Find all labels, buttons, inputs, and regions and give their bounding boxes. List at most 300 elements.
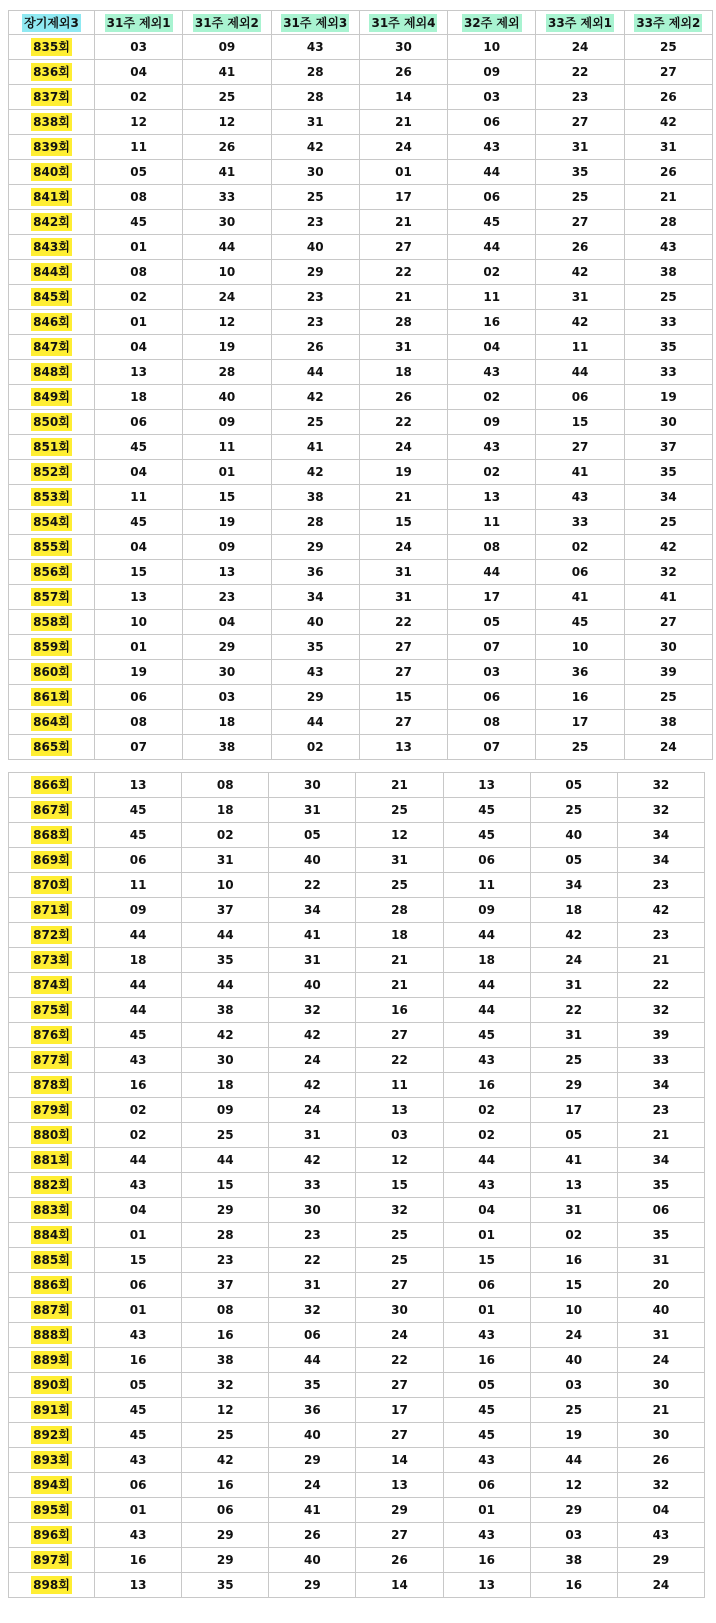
number-cell: 16 (536, 685, 624, 710)
number-cell: 27 (359, 660, 447, 685)
round-cell (9, 873, 95, 898)
number-cell: 31 (530, 1023, 617, 1048)
number-cell: 21 (624, 185, 712, 210)
number-cell: 35 (271, 635, 359, 660)
number-cell: 04 (443, 1198, 530, 1223)
number-cell: 36 (269, 1398, 356, 1423)
number-cell: 43 (95, 1448, 182, 1473)
number-cell: 03 (356, 1123, 443, 1148)
header-label: 33주 제외1 (548, 15, 613, 30)
round-label: 890회 (33, 1378, 70, 1392)
number-cell: 15 (536, 410, 624, 435)
number-cell: 30 (183, 210, 271, 235)
round-cell (9, 1548, 95, 1573)
number-cell: 31 (269, 798, 356, 823)
number-cell: 42 (182, 1023, 269, 1048)
round-label: 837회 (33, 90, 70, 104)
number-cell: 32 (624, 560, 712, 585)
number-cell: 06 (269, 1323, 356, 1348)
number-cell: 13 (95, 1573, 182, 1598)
number-cell: 05 (95, 1373, 182, 1398)
number-cell: 29 (617, 1548, 704, 1573)
number-cell: 12 (183, 310, 271, 335)
number-cell: 27 (359, 635, 447, 660)
round-label: 840회 (33, 165, 70, 179)
round-cell (9, 1098, 95, 1123)
round-cell (9, 160, 95, 185)
number-cell: 43 (95, 1048, 182, 1073)
number-cell: 30 (617, 1373, 704, 1398)
number-cell: 06 (95, 1273, 182, 1298)
table-row (9, 635, 713, 660)
number-cell: 11 (356, 1073, 443, 1098)
table-row (9, 1373, 705, 1398)
number-cell: 18 (356, 923, 443, 948)
number-cell: 01 (443, 1298, 530, 1323)
number-cell: 22 (269, 1248, 356, 1273)
number-cell: 27 (356, 1523, 443, 1548)
table-row (9, 1023, 705, 1048)
number-cell: 24 (530, 1323, 617, 1348)
round-cell (9, 1448, 95, 1473)
number-cell: 40 (530, 823, 617, 848)
number-cell: 45 (448, 210, 536, 235)
table-row (9, 235, 713, 260)
round-label: 891회 (33, 1403, 70, 1417)
number-cell: 03 (448, 85, 536, 110)
number-cell: 28 (271, 510, 359, 535)
round-label: 893회 (33, 1453, 70, 1467)
round-cell (9, 735, 95, 760)
round-cell (9, 535, 95, 560)
round-label: 872회 (33, 928, 70, 942)
number-cell: 05 (448, 610, 536, 635)
round-label: 860회 (33, 665, 70, 679)
number-cell: 42 (271, 385, 359, 410)
number-cell: 04 (448, 335, 536, 360)
number-cell: 45 (95, 1398, 182, 1423)
number-cell: 27 (359, 710, 447, 735)
round-cell (9, 635, 95, 660)
number-cell: 06 (443, 1473, 530, 1498)
round-label: 869회 (33, 853, 70, 867)
number-cell: 32 (356, 1198, 443, 1223)
number-cell: 05 (269, 823, 356, 848)
table-row (9, 60, 713, 85)
number-cell: 18 (530, 898, 617, 923)
number-cell: 25 (182, 1423, 269, 1448)
table-row (9, 1248, 705, 1273)
table-row (9, 1048, 705, 1073)
round-cell (9, 1523, 95, 1548)
number-cell: 44 (443, 923, 530, 948)
number-cell: 43 (443, 1048, 530, 1073)
round-cell (9, 1348, 95, 1373)
number-cell: 22 (359, 260, 447, 285)
table-row (9, 1123, 705, 1148)
round-label: 880회 (33, 1128, 70, 1142)
number-cell: 18 (95, 385, 183, 410)
number-cell: 15 (530, 1273, 617, 1298)
number-cell: 10 (530, 1298, 617, 1323)
table-row (9, 110, 713, 135)
number-cell: 02 (95, 285, 183, 310)
round-cell (9, 1248, 95, 1273)
number-cell: 01 (443, 1223, 530, 1248)
number-cell: 42 (617, 898, 704, 923)
number-cell: 32 (269, 1298, 356, 1323)
number-cell: 04 (95, 1198, 182, 1223)
number-cell: 12 (530, 1473, 617, 1498)
number-cell: 34 (269, 898, 356, 923)
round-cell (9, 460, 95, 485)
round-label: 848회 (33, 365, 70, 379)
number-cell: 33 (617, 1048, 704, 1073)
number-cell: 21 (617, 1398, 704, 1423)
number-cell: 13 (356, 1098, 443, 1123)
number-cell: 24 (359, 135, 447, 160)
table-row (9, 535, 713, 560)
round-label: 851회 (33, 440, 70, 454)
number-cell: 39 (624, 660, 712, 685)
number-cell: 44 (95, 998, 182, 1023)
number-cell: 09 (95, 898, 182, 923)
round-label: 855회 (33, 540, 70, 554)
number-cell: 25 (536, 185, 624, 210)
number-cell: 38 (624, 710, 712, 735)
number-cell: 04 (617, 1498, 704, 1523)
round-cell (9, 848, 95, 873)
number-cell: 15 (359, 510, 447, 535)
number-cell: 45 (95, 1023, 182, 1048)
number-cell: 06 (448, 685, 536, 710)
table-row (9, 1523, 705, 1548)
number-cell: 11 (448, 510, 536, 535)
number-cell: 32 (617, 1473, 704, 1498)
number-cell: 26 (271, 335, 359, 360)
round-label: 876회 (33, 1028, 70, 1042)
round-cell (9, 285, 95, 310)
number-cell: 31 (536, 135, 624, 160)
number-cell: 05 (530, 848, 617, 873)
number-cell: 16 (530, 1573, 617, 1598)
number-cell: 26 (536, 235, 624, 260)
number-cell: 04 (183, 610, 271, 635)
table-row (9, 1098, 705, 1123)
number-cell: 28 (624, 210, 712, 235)
number-cell: 02 (530, 1223, 617, 1248)
number-cell: 19 (183, 510, 271, 535)
round-label: 864회 (33, 715, 70, 729)
number-cell: 18 (182, 1073, 269, 1098)
round-cell (9, 923, 95, 948)
number-cell: 07 (95, 735, 183, 760)
table-row (9, 1273, 705, 1298)
number-cell: 25 (356, 1248, 443, 1273)
number-cell: 27 (356, 1273, 443, 1298)
number-cell: 16 (443, 1548, 530, 1573)
number-cell: 34 (617, 1073, 704, 1098)
table-row (9, 185, 713, 210)
table-row (9, 585, 713, 610)
number-cell: 33 (183, 185, 271, 210)
number-cell: 31 (271, 110, 359, 135)
round-label: 845회 (33, 290, 70, 304)
number-cell: 01 (95, 635, 183, 660)
number-cell: 02 (443, 1123, 530, 1148)
number-cell: 44 (95, 973, 182, 998)
number-cell: 26 (359, 385, 447, 410)
round-cell (9, 235, 95, 260)
number-cell: 27 (536, 435, 624, 460)
round-cell (9, 998, 95, 1023)
number-cell: 05 (443, 1373, 530, 1398)
number-cell: 43 (617, 1523, 704, 1548)
round-label: 877회 (33, 1053, 70, 1067)
header-cell (624, 11, 712, 35)
round-cell (9, 510, 95, 535)
number-cell: 25 (624, 285, 712, 310)
round-label: 896회 (33, 1528, 70, 1542)
number-cell: 29 (183, 635, 271, 660)
table-row (9, 310, 713, 335)
number-cell: 16 (182, 1473, 269, 1498)
round-label: 871회 (33, 903, 70, 917)
number-cell: 17 (448, 585, 536, 610)
number-cell: 21 (356, 973, 443, 998)
number-cell: 40 (269, 973, 356, 998)
round-cell (9, 1048, 95, 1073)
header-cell (271, 11, 359, 35)
number-cell: 43 (448, 360, 536, 385)
number-cell: 29 (271, 685, 359, 710)
round-label: 882회 (33, 1178, 70, 1192)
number-cell: 43 (443, 1448, 530, 1473)
number-cell: 40 (269, 1548, 356, 1573)
header-label: 31주 제외1 (106, 15, 171, 30)
number-cell: 23 (617, 923, 704, 948)
number-cell: 06 (443, 848, 530, 873)
number-cell: 01 (95, 1223, 182, 1248)
number-cell: 29 (271, 535, 359, 560)
number-cell: 02 (448, 260, 536, 285)
number-cell: 24 (536, 35, 624, 60)
number-cell: 32 (617, 798, 704, 823)
round-label: 850회 (33, 415, 70, 429)
number-cell: 42 (182, 1448, 269, 1473)
round-label: 843회 (33, 240, 70, 254)
number-cell: 29 (356, 1498, 443, 1523)
round-label: 865회 (33, 740, 70, 754)
number-cell: 12 (183, 110, 271, 135)
number-cell: 10 (95, 610, 183, 635)
number-cell: 43 (448, 135, 536, 160)
number-cell: 23 (269, 1223, 356, 1248)
round-label: 836회 (33, 65, 70, 79)
number-cell: 24 (617, 1573, 704, 1598)
number-cell: 06 (536, 560, 624, 585)
number-cell: 06 (448, 185, 536, 210)
round-label: 849회 (33, 390, 70, 404)
number-cell: 44 (95, 1148, 182, 1173)
number-cell: 24 (530, 948, 617, 973)
number-cell: 35 (624, 460, 712, 485)
number-cell: 43 (443, 1523, 530, 1548)
number-cell: 37 (182, 1273, 269, 1298)
round-label: 898회 (33, 1578, 70, 1592)
number-cell: 31 (536, 285, 624, 310)
round-cell (9, 185, 95, 210)
number-cell: 26 (183, 135, 271, 160)
number-cell: 43 (448, 435, 536, 460)
round-label: 858회 (33, 615, 70, 629)
number-cell: 11 (536, 335, 624, 360)
round-label: 895회 (33, 1503, 70, 1517)
round-label: 852회 (33, 465, 70, 479)
number-cell: 25 (271, 185, 359, 210)
round-cell (9, 560, 95, 585)
number-cell: 31 (269, 1123, 356, 1148)
number-cell: 15 (359, 685, 447, 710)
number-cell: 10 (448, 35, 536, 60)
number-cell: 03 (530, 1373, 617, 1398)
number-cell: 27 (359, 235, 447, 260)
number-cell: 38 (182, 998, 269, 1023)
number-cell: 26 (356, 1548, 443, 1573)
round-cell (9, 1473, 95, 1498)
table-row (9, 485, 713, 510)
number-cell: 01 (183, 460, 271, 485)
number-cell: 24 (624, 735, 712, 760)
round-label: 883회 (33, 1203, 70, 1217)
number-cell: 33 (536, 510, 624, 535)
number-cell: 18 (359, 360, 447, 385)
round-cell (9, 710, 95, 735)
round-cell (9, 360, 95, 385)
table-row (9, 823, 705, 848)
number-cell: 33 (269, 1173, 356, 1198)
number-cell: 04 (95, 535, 183, 560)
number-cell: 42 (624, 110, 712, 135)
round-label: 885회 (33, 1253, 70, 1267)
header-cell (95, 11, 183, 35)
number-cell: 30 (359, 35, 447, 60)
number-cell: 02 (95, 85, 183, 110)
number-cell: 12 (95, 110, 183, 135)
number-cell: 03 (448, 660, 536, 685)
number-cell: 17 (359, 185, 447, 210)
number-cell: 42 (271, 460, 359, 485)
table-row (9, 435, 713, 460)
round-cell (9, 435, 95, 460)
number-cell: 45 (95, 823, 182, 848)
number-cell: 34 (617, 1148, 704, 1173)
number-cell: 23 (183, 585, 271, 610)
number-cell: 22 (359, 410, 447, 435)
number-cell: 23 (182, 1248, 269, 1273)
number-cell: 15 (443, 1248, 530, 1273)
number-cell: 22 (530, 998, 617, 1023)
round-label: 888회 (33, 1328, 70, 1342)
number-cell: 44 (536, 360, 624, 385)
number-cell: 35 (182, 1573, 269, 1598)
number-cell: 20 (617, 1273, 704, 1298)
number-cell: 16 (448, 310, 536, 335)
number-cell: 02 (448, 385, 536, 410)
number-cell: 09 (448, 60, 536, 85)
table-row (9, 1498, 705, 1523)
number-cell: 06 (95, 1473, 182, 1498)
round-cell (9, 610, 95, 635)
header-cell (9, 11, 95, 35)
number-cell: 08 (448, 535, 536, 560)
number-cell: 38 (271, 485, 359, 510)
round-cell (9, 485, 95, 510)
number-cell: 42 (530, 923, 617, 948)
number-cell: 26 (624, 160, 712, 185)
number-cell: 06 (536, 385, 624, 410)
number-cell: 42 (269, 1023, 356, 1048)
number-cell: 21 (359, 110, 447, 135)
number-cell: 08 (182, 1298, 269, 1323)
number-cell: 31 (359, 585, 447, 610)
table-row (9, 160, 713, 185)
number-cell: 43 (536, 485, 624, 510)
number-cell: 26 (269, 1523, 356, 1548)
number-cell: 45 (443, 823, 530, 848)
number-cell: 19 (624, 385, 712, 410)
number-cell: 07 (448, 635, 536, 660)
number-cell: 35 (617, 1223, 704, 1248)
round-label: 892회 (33, 1428, 70, 1442)
table-row (9, 510, 713, 535)
number-cell: 28 (271, 85, 359, 110)
number-cell: 22 (356, 1048, 443, 1073)
number-cell: 29 (182, 1198, 269, 1223)
number-cell: 31 (182, 848, 269, 873)
round-cell (9, 35, 95, 60)
number-cell: 37 (624, 435, 712, 460)
number-cell: 33 (624, 360, 712, 385)
round-label: 868회 (33, 828, 70, 842)
number-cell: 24 (269, 1048, 356, 1073)
round-label: 879회 (33, 1103, 70, 1117)
round-label: 866회 (33, 778, 70, 792)
round-cell (9, 1123, 95, 1148)
number-cell: 45 (536, 610, 624, 635)
round-cell (9, 335, 95, 360)
table-row (9, 1473, 705, 1498)
number-cell: 30 (183, 660, 271, 685)
number-cell: 21 (617, 1123, 704, 1148)
number-cell: 31 (617, 1248, 704, 1273)
number-cell: 25 (271, 410, 359, 435)
round-cell (9, 823, 95, 848)
number-cell: 05 (95, 160, 183, 185)
table-row (9, 685, 713, 710)
number-cell: 25 (530, 1048, 617, 1073)
number-cell: 35 (269, 1373, 356, 1398)
round-label: 847회 (33, 340, 70, 354)
number-cell: 29 (182, 1523, 269, 1548)
number-cell: 09 (183, 410, 271, 435)
number-cell: 25 (624, 685, 712, 710)
number-cell: 39 (617, 1023, 704, 1048)
number-cell: 15 (182, 1173, 269, 1198)
number-cell: 43 (95, 1523, 182, 1548)
number-cell: 27 (624, 60, 712, 85)
number-cell: 09 (182, 1098, 269, 1123)
